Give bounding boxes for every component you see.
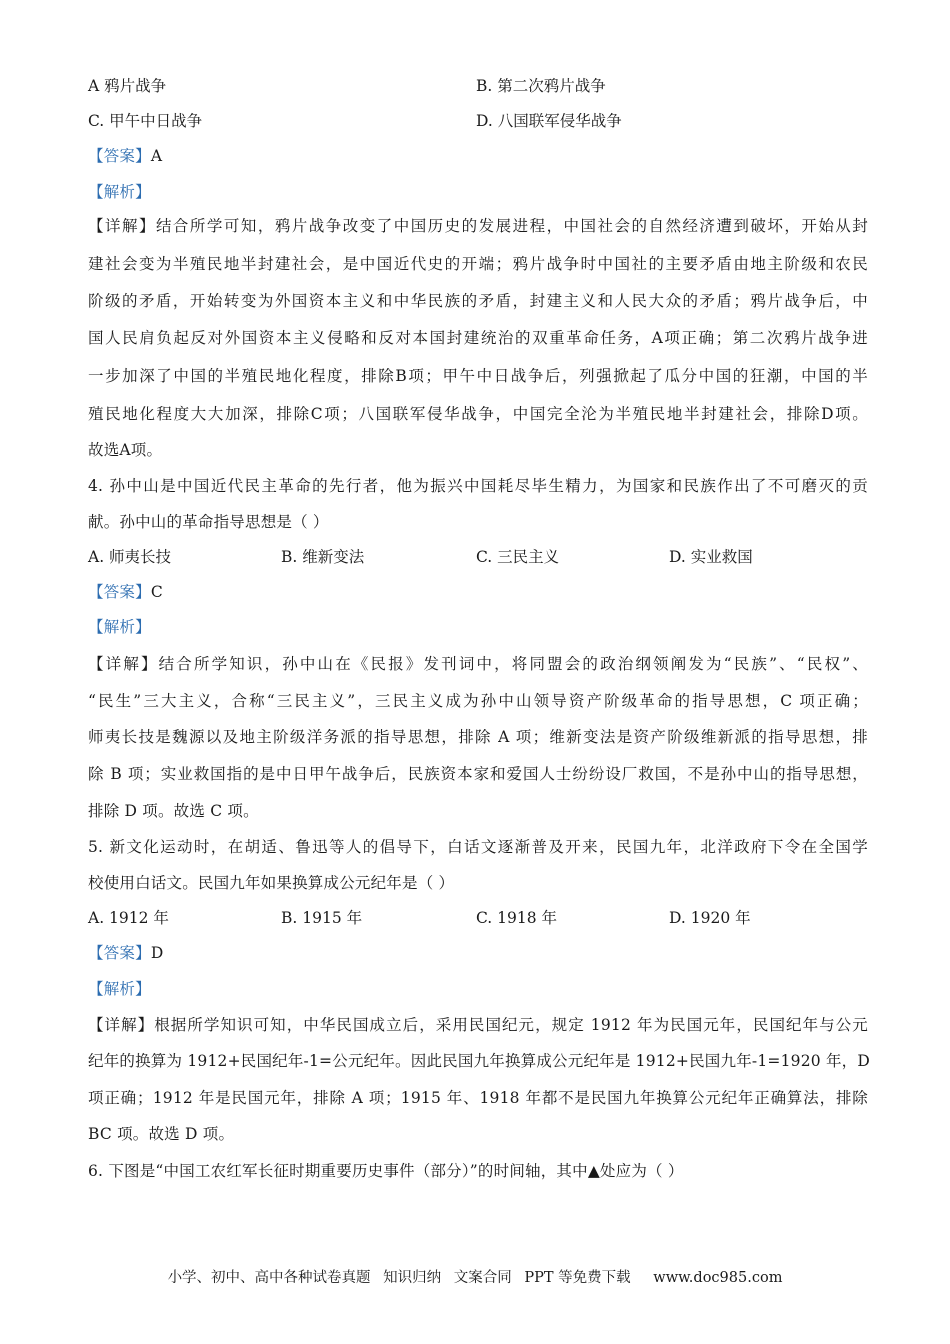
q3-answer	[88, 145, 868, 167]
q5-detail-line	[88, 1014, 868, 1036]
q5-detail-line: 纪年的换算为 1912+民国纪年-1=公元纪年。因此民国九年换算成公元纪年是 1912+民国九年-1=1920 年，D	[88, 1052, 870, 1070]
detail-tag: 【详解】	[88, 217, 156, 235]
q5-answer	[88, 942, 868, 964]
q4-detail-line	[88, 653, 868, 675]
detail-tag: 【详解】	[88, 655, 159, 673]
footer-item: 小学、初中、高中各种试卷真题	[167, 1270, 371, 1286]
q5-analysis	[88, 978, 868, 1000]
q5-stem-line: 5. 新文化运动时，在胡适、鲁迅等人的倡导下，白话文逐渐普及开来，民国九年，北洋政府下令在全国学	[88, 838, 868, 856]
detail-text: 结合所学可知，鸦片战争改变了中国历史的发展进程，中国社会的自然经济遭到破坏，开始从封	[155, 217, 868, 235]
q5-detail-line: BC 项。故选 D 项。	[88, 1125, 235, 1143]
detail-tag: 【详解】	[88, 1016, 155, 1034]
q4-stem-line: 4. 孙中山是中国近代民主革命的先行者，他为振兴中国耗尽毕生精力，为国家和民族作出了不可磨灭的贡	[88, 477, 868, 495]
q4-option-c: C. 三民主义	[476, 548, 560, 566]
answer-value: A	[150, 147, 163, 165]
q4-detail-line: 排除 D 项。故选 C 项。	[88, 802, 259, 820]
q5-option-c: C. 1918 年	[476, 909, 558, 927]
analysis-tag: 【解析】	[88, 980, 151, 998]
q3-option-b: B. 第二次鸦片战争	[476, 77, 606, 95]
q3-detail-line: 建社会变为半殖民地半封建社会，是中国近代史的开端；鸦片战争时中国社的主要矛盾由地主阶级和农民	[88, 255, 868, 273]
q3-analysis	[88, 181, 868, 203]
answer-tag: 【答案】	[88, 583, 151, 601]
q5-option-d: D. 1920 年	[669, 909, 751, 927]
q4-detail-line: 除 B 项；实业救国指的是中日甲午战争后，民族资本家和爱国人士纷纷设厂救国，不是孙中山的指导思想，	[88, 765, 868, 783]
footer-item: 知识归纳	[383, 1270, 442, 1286]
q5-stem-line: 校使用白话文。民国九年如果换算成公元纪年是（ ）	[88, 874, 455, 892]
q5-option-b: B. 1915 年	[281, 909, 363, 927]
footer-link[interactable]: www.doc985.com	[653, 1270, 783, 1286]
q5-option-a: A. 1912 年	[88, 909, 169, 927]
q4-answer	[88, 581, 868, 603]
q3-detail-line	[88, 215, 868, 237]
q6-stem: 6. 下图是“中国工农红军长征时期重要历史事件（部分）”的时间轴，其中▲处应为（ ）	[88, 1162, 684, 1180]
q3-option-c: C. 甲午中日战争	[88, 112, 203, 130]
analysis-tag: 【解析】	[88, 183, 151, 201]
answer-value: D	[150, 944, 164, 962]
q4-option-b: B. 维新变法	[281, 548, 365, 566]
q4-analysis	[88, 616, 868, 638]
footer-item: PPT 等免费下载	[524, 1270, 631, 1286]
q3-detail-line: 阶级的矛盾，开始转变为外国资本主义和中华民族的矛盾，封建主义和人民大众的矛盾；鸦片战争后，中	[88, 292, 868, 310]
q3-detail-line: 一步加深了中国的半殖民地化程度，排除B项；甲午中日战争后，列强掀起了瓜分中国的狂潮，中国的半	[88, 367, 868, 385]
answer-value: C	[150, 583, 163, 601]
detail-text: 结合所学知识，孙中山在《民报》发刊词中，将同盟会的政治纲领阐发为“民族”、“民权”、	[158, 655, 868, 673]
q3-detail-line: 殖民地化程度大大加深，排除C项；八国联军侵华战争，中国完全沦为半殖民地半封建社会，排除D项。	[88, 405, 868, 423]
q5-detail-line: 项正确；1912 年是民国元年，排除 A 项；1915 年、1918 年都不是民国九年换算公元纪年正确算法，排除	[88, 1089, 868, 1107]
q3-option-a: A 鸦片战争	[88, 77, 167, 95]
q3-option-d: D. 八国联军侵华战争	[476, 112, 622, 130]
q4-option-a: A. 师夷长技	[88, 548, 172, 566]
answer-tag: 【答案】	[88, 147, 151, 165]
q4-option-d: D. 实业救国	[669, 548, 753, 566]
page-footer	[0, 1267, 950, 1289]
detail-text: 根据所学知识可知，中华民国成立后，采用民国纪元，规定 1912 年为民国元年，民国纪年与公元	[154, 1016, 868, 1034]
q3-detail-line: 国人民肩负起反对外国资本主义侵略和反对本国封建统治的双重革命任务，A项正确；第二次鸦片战争进	[88, 329, 868, 347]
q4-detail-line: 师夷长技是魏源以及地主阶级洋务派的指导思想，排除 A 项；维新变法是资产阶级维新派的指导思想，排	[88, 728, 868, 746]
q3-detail-line: 故选A项。	[88, 441, 163, 459]
analysis-tag: 【解析】	[88, 618, 151, 636]
footer-item: 文案合同	[453, 1270, 512, 1286]
q4-detail-line: “民生”三大主义，合称“三民主义”，三民主义成为孙中山领导资产阶级革命的指导思想，C 项正确；	[88, 692, 868, 710]
answer-tag: 【答案】	[88, 944, 151, 962]
q4-stem-line: 献。孙中山的革命指导思想是（ ）	[88, 513, 329, 531]
